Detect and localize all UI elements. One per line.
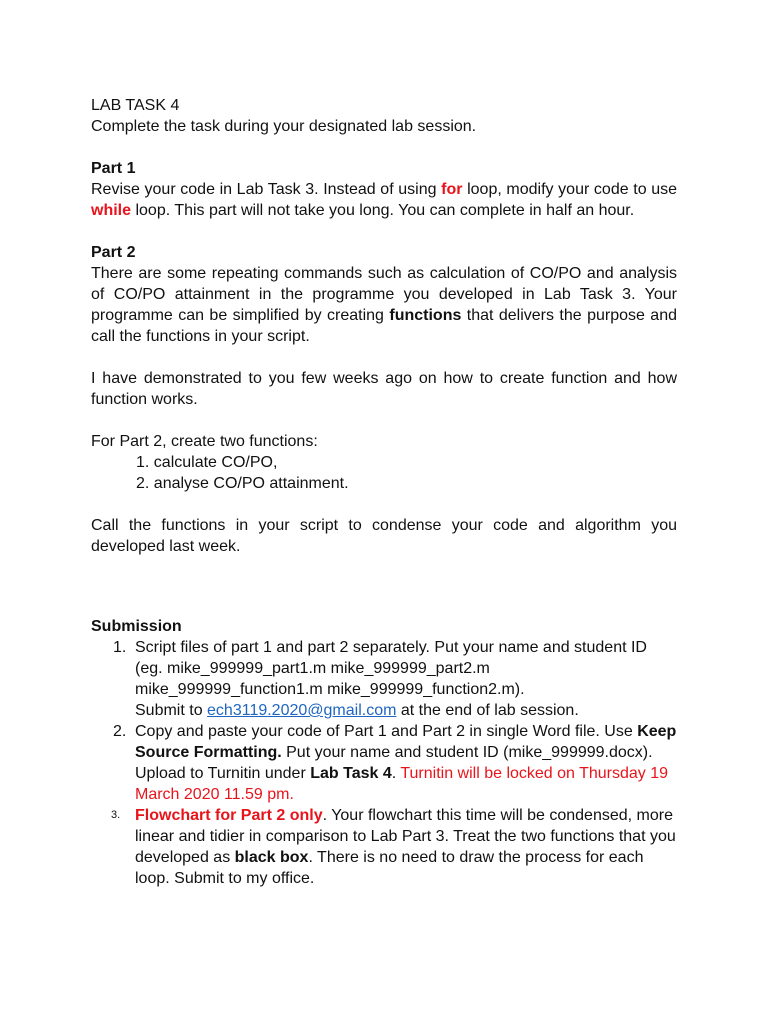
functions-keyword: functions — [389, 307, 462, 324]
part2-paragraph-2: I have demonstrated to you few weeks ago on how to create function and how function works. — [91, 370, 677, 408]
function-list — [91, 452, 677, 494]
lab-task-keyword: Lab Task 4 — [310, 765, 392, 782]
keep-source-keyword: Keep Source Formatting. — [135, 723, 677, 761]
function-list-item: 1. calculate CO/PO, — [136, 454, 278, 471]
part2-heading: Part 2 — [91, 244, 136, 261]
part2-paragraph-1: There are some repeating commands such as calculation of CO/PO and analysis of CO/PO attainment in the programme you developed in Lab Task 3. Your programme can be simplified by creating functions that delivers the purpose and call the functions in your script. — [91, 265, 678, 345]
part1-heading: Part 1 — [91, 160, 136, 177]
for-keyword: for — [441, 181, 463, 198]
deadline-notice: Turnitin will be locked on Thursday 19 March 2020 11.59 pm. — [135, 765, 669, 803]
submission-list — [91, 637, 677, 889]
page-subtitle: Complete the task during your designated lab session. — [91, 118, 477, 135]
document-body — [91, 95, 677, 889]
black-box-keyword: black box — [234, 849, 309, 866]
part2-paragraph-3: For Part 2, create two functions: — [91, 433, 318, 450]
submission-heading: Submission — [91, 618, 182, 635]
page-title: LAB TASK 4 — [91, 97, 180, 114]
submission-item-2: 2. Copy and paste your code of Part 1 and Part 2 in single Word file. Use Keep Source Formatting. Put your name and student ID (mike_999999.docx). Upload to Turnitin under Lab Task 4. Turnitin will be locked on Thursday 19 March 2020 11.59 pm. — [113, 723, 677, 803]
part1-paragraph: Revise your code in Lab Task 3. Instead of using for loop, modify your code to use while loop. This part will not take you long. You can complete in half an hour. — [91, 181, 678, 219]
while-keyword: while — [91, 202, 132, 219]
submission-item-1: 1. Script files of part 1 and part 2 separately. Put your name and student ID (eg. mike_999999_part1.m mike_999999_part2.m mike_999999_function1.m mike_999999_function2.m). Submit to ech3119.2020@gmail.com at the end of lab session. — [113, 639, 647, 719]
email-link[interactable]: ech3119.2020@gmail.com — [207, 702, 397, 719]
part2-paragraph-4: Call the functions in your script to condense your code and algorithm you developed last week. — [91, 517, 677, 555]
function-list-item: 2. analyse CO/PO attainment. — [136, 475, 349, 492]
submission-item-3: 3. Flowchart for Part 2 only. Your flowchart this time will be condensed, more linear and tidier in comparison to Lab Part 3. Treat the two functions that you developed as black box. There is no need to draw the process for each loop. Submit to my office. — [111, 807, 676, 887]
flowchart-keyword: Flowchart for Part 2 only — [135, 807, 323, 824]
